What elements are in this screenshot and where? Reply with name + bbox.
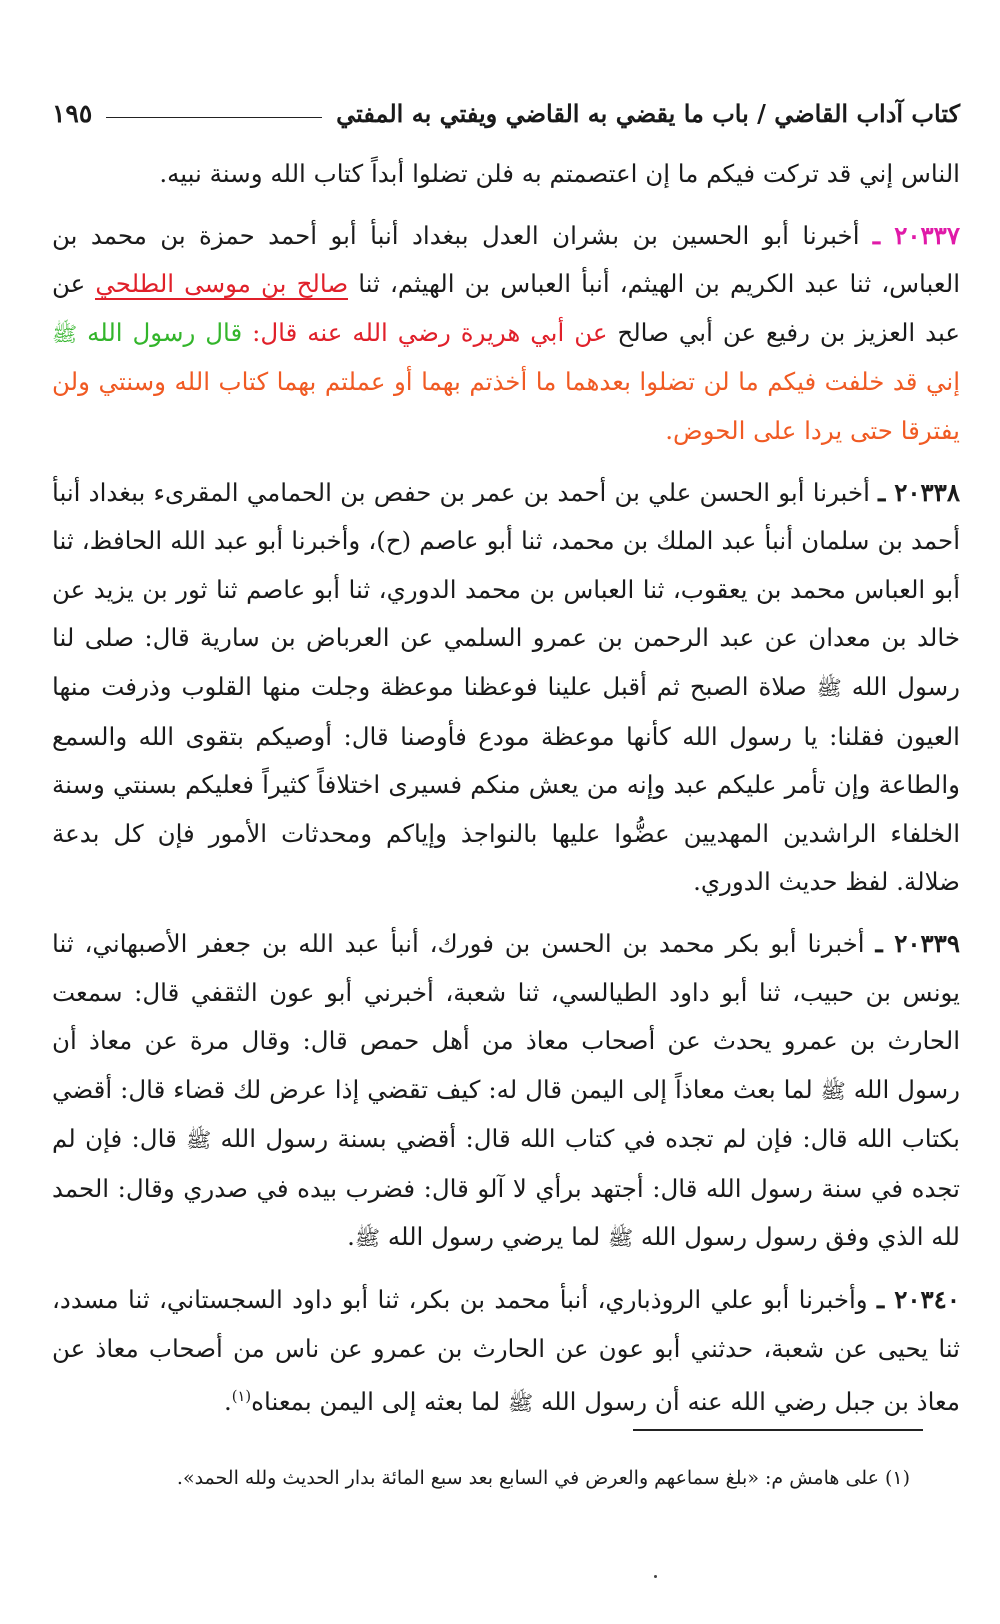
highlighted-hadith-text: إني قد خلفت فيكم ما لن تضلوا بعدهما ما أخذتم بهما أو عملتم بهما كتاب الله وسنتي ولن يفترقا حتى يردا على الحوض. — [52, 367, 960, 445]
paragraph-continuation: الناس إني قد تركت فيكم ما إن اعتصمتم به فلن تضلوا أبداً كتاب الله وسنة نبيه. — [159, 159, 960, 188]
hadith-20339: ٢٠٣٣٩ ـ أخبرنا أبو بكر محمد بن الحسن بن فورك، أنبأ عبد الله بن جعفر الأصبهاني، ثنا يونس بن حبيب، ثنا أبو داود الطيالسي، ثنا شعبة، أخبرني أبو عون الثقفي قال: سمعت الحارث بن عمرو يحدث عن أصحاب معاذ من أهل حمص قال: وقال مرة عن معاذ أن رسول الله ﷺ لما بعث معاذاً إلى اليمن قال له: كيف تقضي إذا عرض لك قضاء قال: أقضي بكتاب الله قال: فإن لم تجده في كتاب الله قال: أقضي بسنة رسول الله ﷺ قال: فإن لم تجده في سنة رسول الله قال: أجتهد برأي لا آلو قال: فضرب بيده في صدري وقال: الحمد لله الذي وفق رسول رسول الله ﷺ لما يرضي رسول الله ﷺ. — [52, 928, 960, 1252]
page-mark — [654, 1575, 657, 1578]
salla-icon: ﷺ — [508, 1391, 534, 1416]
page-number: ١٩٥ — [52, 98, 93, 128]
salla-icon: ﷺ — [52, 321, 78, 346]
hadith-number: ٢٠٣٤٠ ـ — [876, 1285, 960, 1315]
salla-icon: ﷺ — [816, 675, 842, 700]
highlighted-qala: قال رسول الله — [77, 317, 253, 347]
highlighted-narrator: صالح بن موسى الطلحي — [95, 269, 349, 299]
salla-icon: ﷺ — [186, 1128, 212, 1153]
header-rule — [106, 117, 322, 118]
highlighted-companion: عن أبي هريرة رضي الله عنه قال: — [252, 317, 608, 347]
footnote: (١) على هامش م: «بلغ سماعهم والعرض في السابع بعد سبع المائة بدار الحديث ولله الحمد». — [176, 1467, 910, 1489]
hadith-number: ٢٠٣٣٩ ـ — [875, 928, 960, 958]
main-text — [52, 150, 960, 1441]
footnote-reference[interactable]: (١) — [231, 1388, 252, 1406]
footnote-separator — [633, 1429, 923, 1431]
hadith-number: ٢٠٣٣٨ ـ — [878, 477, 960, 507]
hadith-20340: ٢٠٣٤٠ ـ وأخبرنا أبو علي الروذباري، أنبأ محمد بن بكر، ثنا أبو داود السجستاني، ثنا مسدد، ثنا يحيى عن شعبة، حدثني أبو عون عن الحارث بن عمرو عن ناس من أصحاب معاذ عن معاذ بن جبل رضي الله عنه أن رسول الله ﷺ لما بعثه إلى اليمن بمعناه$^{(١)}$. — [52, 1285, 960, 1417]
salla-icon: ﷺ — [354, 1226, 381, 1251]
hadith-number: ٢٠٣٣٧ ـ — [872, 220, 960, 250]
running-header — [52, 90, 960, 136]
salla-icon: ﷺ — [820, 1078, 846, 1103]
hadith-20338: ٢٠٣٣٨ ـ أخبرنا أبو الحسن علي بن أحمد بن عمر بن حفص بن الحمامي المقرىء ببغداد أنبأ أحمد بن سلمان أنبأ عبد الملك بن محمد، ثنا أبو عاصم (ح)، وأخبرنا أبو عبد الله الحافظ، ثنا أبو العباس محمد بن يعقوب، ثنا العباس بن محمد الدوري، ثنا أبو عاصم ثنا ثور بن يزيد عن خالد بن معدان عن عبد الرحمن بن عمرو السلمي عن العرباض بن سارية قال: صلى لنا رسول الله ﷺ صلاة الصبح ثم أقبل علينا فوعظنا موعظة وجلت منها القلوب وذرفت منها العيون فقلنا: يا رسول الله كأنها موعظة مودع فأوصنا قال: أوصيكم بتقوى الله والسمع والطاعة وإن تأمر عليكم عبد وإنه من يعش منكم فسيرى اختلافاً كثيراً فعليكم بسنتي وسنة الخلفاء الراشدين المهديين عضُّوا عليها بالنواجذ وإياكم ومحدثات الأمور فإن كل بدعة ضلالة. لفظ حديث الدوري. — [52, 477, 960, 897]
hadith-20337: ٢٠٣٣٧ ـ أخبرنا أبو الحسين بن بشران العدل ببغداد أنبأ أبو أحمد حمزة بن محمد بن العباس، ثنا عبد الكريم بن الهيثم، أنبأ العباس بن الهيثم، ثنا صالح بن موسى الطلحي عن عبد العزيز بن رفيع عن أبي صالح عن أبي هريرة رضي الله عنه قال: قال رسول الله ﷺ إني قد خلفت فيكم ما لن تضلوا بعدهما ما أخذتم بهما أو عملتم بهما كتاب الله وسنتي ولن يفترقا حتى يردا على الحوض. — [52, 220, 960, 445]
salla-icon: ﷺ — [607, 1226, 634, 1251]
chapter-title: كتاب آداب القاضي / باب ما يقضي به القاضي ويفتي به المفتي — [336, 98, 960, 128]
